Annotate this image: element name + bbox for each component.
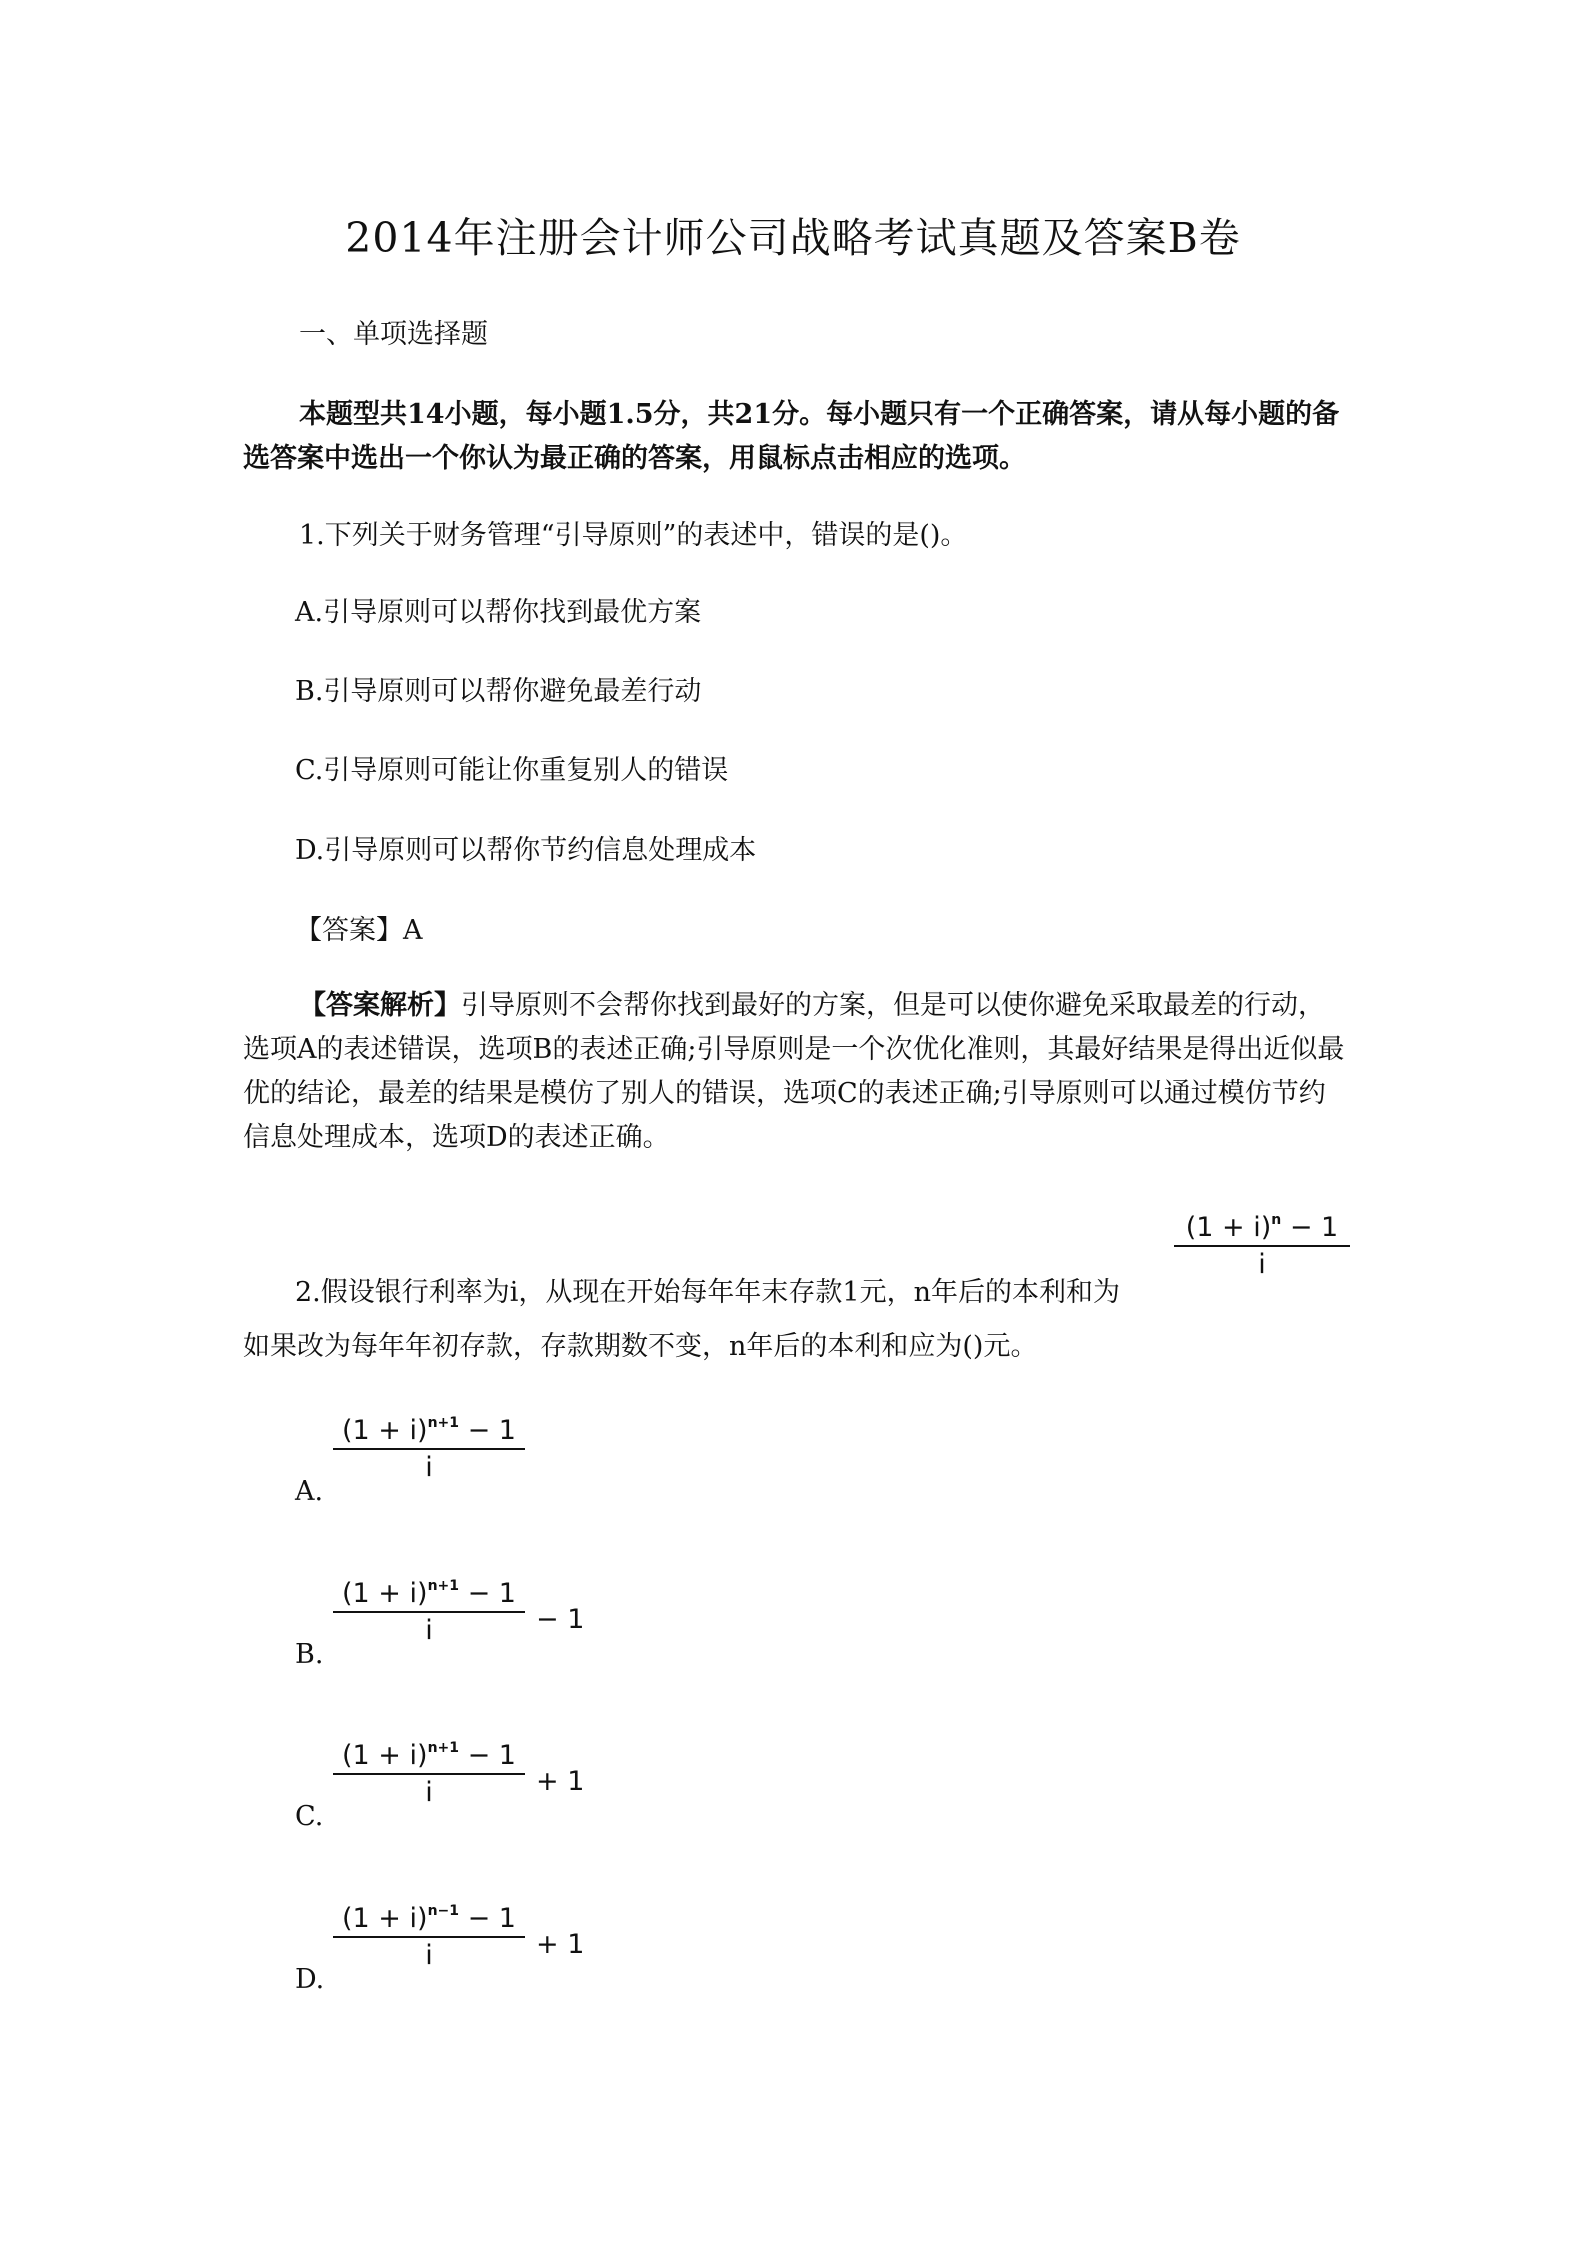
question-2-option-c-tail: + 1 bbox=[536, 1766, 585, 1797]
question-2-option-a-formula: $\frac{(1 + i)^{n+1} - 1}{i}$ bbox=[333, 1415, 525, 1483]
question-2-option-c-formula: $\frac{(1 + i)^{n+1} - 1}{i}$ bbox=[333, 1740, 525, 1808]
question-1-analysis bbox=[243, 984, 1348, 1160]
question-1-option-b: B.引导原则可以帮你避免最差行动 bbox=[295, 676, 702, 707]
question-2-option-b-formula: $\frac{(1 + i)^{n+1} - 1}{i}$ bbox=[333, 1578, 525, 1646]
question-2-option-d-formula: $\frac{(1 + i)^{n-1} - 1}{i}$ bbox=[333, 1903, 525, 1971]
analysis-label: 【答案解析】 bbox=[299, 990, 461, 1021]
question-2-option-b-tail: − 1 bbox=[536, 1604, 585, 1635]
question-1-option-c: C.引导原则可能让你重复别人的错误 bbox=[295, 755, 729, 786]
instructions-paragraph: 本题型共14小题，每小题1.5分，共21分。每小题只有一个正确答案，请从每小题的备选答案中选出一个你认为最正确的答案，用鼠标点击相应的选项。 bbox=[243, 399, 1340, 474]
section-heading: 一、单项选择题 bbox=[299, 319, 488, 350]
question-2-stem-formula: $\frac{(1 + i)^n - 1}{i}$ bbox=[1174, 1212, 1350, 1280]
question-1-answer: 【答案】A bbox=[295, 915, 423, 946]
question-1-option-d: D.引导原则可以帮你节约信息处理成本 bbox=[295, 835, 757, 866]
question-2-option-b-label: B. bbox=[295, 1639, 324, 1670]
question-2-stem-part1: 2.假设银行利率为i，从现在开始每年年末存款1元，n年后的本利和为 bbox=[295, 1277, 1120, 1308]
document-title: 2014年注册会计师公司战略考试真题及答案B卷 bbox=[345, 214, 1241, 262]
question-2-option-d-tail: + 1 bbox=[536, 1929, 585, 1960]
question-2-stem-part2: 如果改为每年年初存款，存款期数不变，n年后的本利和应为()元。 bbox=[243, 1331, 1038, 1362]
analysis-text: 引导原则不会帮你找到最好的方案，但是可以使你避免采取最差的行动，选项A的表述错误，选项B的表述正确;引导原则是一个次优化准则，其最好结果是得出近似最优的结论，最差的结果是模仿了别人的错误，选项C的表述正确;引导原则可以通过模仿节约信息处理成本，选项D的表述正确。 bbox=[243, 990, 1345, 1153]
question-1-stem: 1.下列关于财务管理“引导原则”的表述中，错误的是()。 bbox=[299, 520, 968, 551]
question-2-option-d-label: D. bbox=[295, 1964, 325, 1995]
question-2-option-a-label: A. bbox=[295, 1476, 324, 1507]
question-2-option-c-label: C. bbox=[295, 1801, 324, 1832]
question-1-option-a: A.引导原则可以帮你找到最优方案 bbox=[295, 597, 702, 628]
